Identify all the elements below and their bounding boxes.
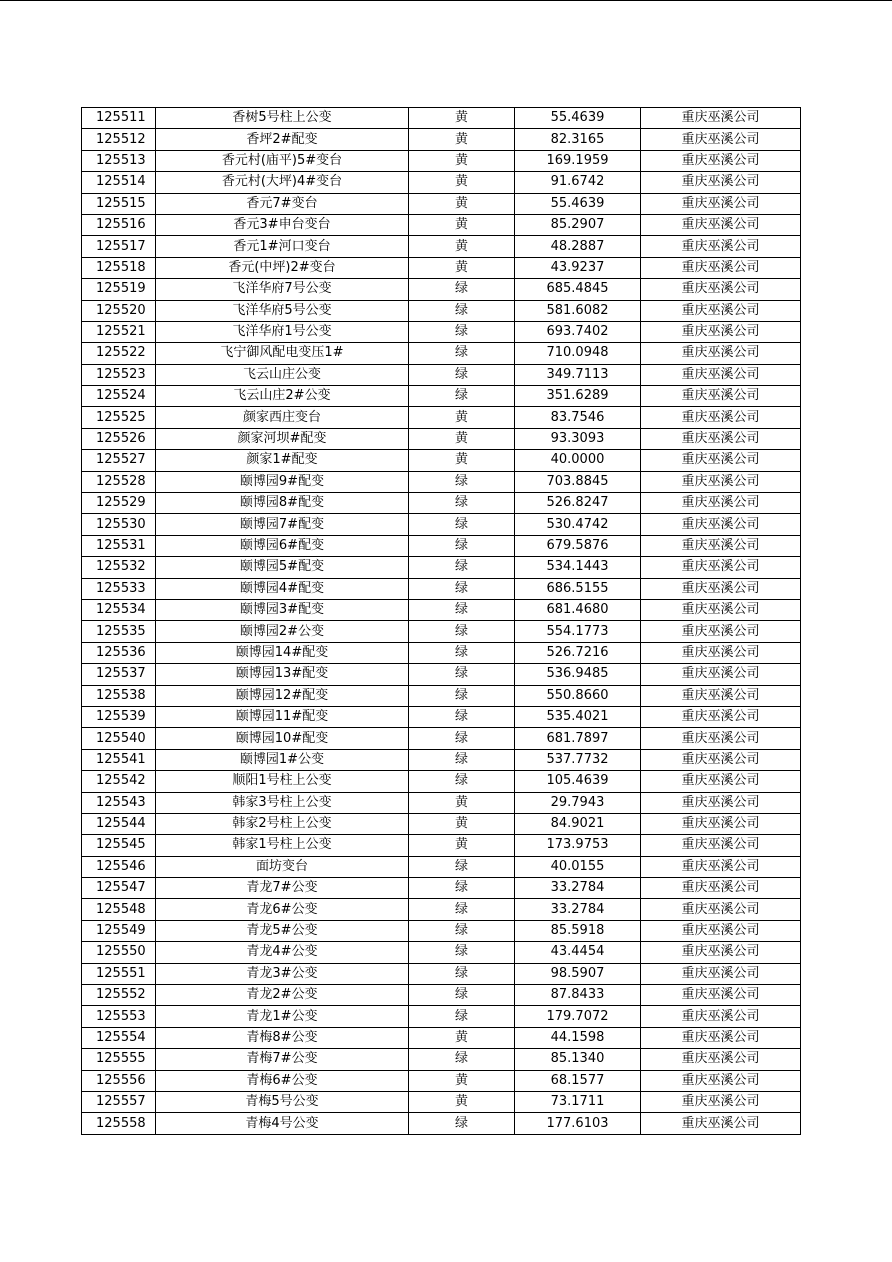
table-row <box>82 150 801 171</box>
cell-name: 青梅4号公变 <box>156 1113 409 1134</box>
table-row <box>82 343 801 364</box>
cell-id: 125544 <box>82 813 156 834</box>
cell-id: 125534 <box>82 599 156 620</box>
table-row <box>82 599 801 620</box>
cell-value: 526.8247 <box>515 493 641 514</box>
cell-level: 黄 <box>409 236 515 257</box>
cell-id: 125549 <box>82 920 156 941</box>
cell-value: 681.4680 <box>515 599 641 620</box>
cell-level: 绿 <box>409 664 515 685</box>
cell-level: 绿 <box>409 728 515 749</box>
cell-level: 绿 <box>409 599 515 620</box>
cell-name: 颐博园10#配变 <box>156 728 409 749</box>
table-row <box>82 685 801 706</box>
table-row <box>82 236 801 257</box>
cell-id: 125536 <box>82 642 156 663</box>
cell-company: 重庆巫溪公司 <box>641 771 801 792</box>
cell-value: 85.2907 <box>515 214 641 235</box>
cell-value: 703.8845 <box>515 471 641 492</box>
cell-level: 黄 <box>409 1070 515 1091</box>
cell-name: 飞洋华府1号公变 <box>156 321 409 342</box>
cell-name: 香元3#申台变台 <box>156 214 409 235</box>
table-row <box>82 792 801 813</box>
cell-value: 534.1443 <box>515 557 641 578</box>
table-row <box>82 557 801 578</box>
cell-company: 重庆巫溪公司 <box>641 642 801 663</box>
cell-id: 125541 <box>82 749 156 770</box>
table-row <box>82 172 801 193</box>
table-row <box>82 1070 801 1091</box>
table-row <box>82 664 801 685</box>
cell-company: 重庆巫溪公司 <box>641 557 801 578</box>
cell-name: 颐博园11#配变 <box>156 706 409 727</box>
cell-level: 黄 <box>409 407 515 428</box>
cell-id: 125532 <box>82 557 156 578</box>
cell-company: 重庆巫溪公司 <box>641 514 801 535</box>
cell-level: 绿 <box>409 621 515 642</box>
cell-company: 重庆巫溪公司 <box>641 1027 801 1048</box>
page-top-border <box>0 0 892 1</box>
table-row <box>82 878 801 899</box>
cell-id: 125552 <box>82 985 156 1006</box>
table-row <box>82 493 801 514</box>
cell-level: 绿 <box>409 535 515 556</box>
table-row <box>82 1113 801 1134</box>
cell-id: 125531 <box>82 535 156 556</box>
table-row <box>82 963 801 984</box>
cell-id: 125514 <box>82 172 156 193</box>
cell-company: 重庆巫溪公司 <box>641 386 801 407</box>
cell-name: 青梅6#公变 <box>156 1070 409 1091</box>
cell-value: 55.4639 <box>515 108 641 129</box>
table-row <box>82 856 801 877</box>
cell-id: 125554 <box>82 1027 156 1048</box>
table-row <box>82 428 801 449</box>
cell-id: 125528 <box>82 471 156 492</box>
cell-name: 飞云山庄2#公变 <box>156 386 409 407</box>
table-row <box>82 321 801 342</box>
cell-level: 绿 <box>409 899 515 920</box>
cell-id: 125556 <box>82 1070 156 1091</box>
cell-id: 125535 <box>82 621 156 642</box>
cell-id: 125520 <box>82 300 156 321</box>
cell-value: 693.7402 <box>515 321 641 342</box>
cell-value: 177.6103 <box>515 1113 641 1134</box>
table-row <box>82 364 801 385</box>
cell-value: 105.4639 <box>515 771 641 792</box>
cell-level: 绿 <box>409 1049 515 1070</box>
cell-company: 重庆巫溪公司 <box>641 214 801 235</box>
cell-company: 重庆巫溪公司 <box>641 450 801 471</box>
cell-company: 重庆巫溪公司 <box>641 599 801 620</box>
cell-name: 韩家3号柱上公变 <box>156 792 409 813</box>
cell-level: 绿 <box>409 493 515 514</box>
table-row <box>82 578 801 599</box>
cell-company: 重庆巫溪公司 <box>641 856 801 877</box>
cell-value: 537.7732 <box>515 749 641 770</box>
cell-value: 48.2887 <box>515 236 641 257</box>
data-table <box>81 107 801 1135</box>
cell-id: 125555 <box>82 1049 156 1070</box>
cell-id: 125524 <box>82 386 156 407</box>
table-row <box>82 985 801 1006</box>
cell-company: 重庆巫溪公司 <box>641 728 801 749</box>
cell-name: 颐博园12#配变 <box>156 685 409 706</box>
cell-level: 绿 <box>409 1113 515 1134</box>
cell-company: 重庆巫溪公司 <box>641 985 801 1006</box>
table-row <box>82 257 801 278</box>
cell-value: 98.5907 <box>515 963 641 984</box>
cell-company: 重庆巫溪公司 <box>641 428 801 449</box>
cell-company: 重庆巫溪公司 <box>641 1006 801 1027</box>
cell-level: 绿 <box>409 1006 515 1027</box>
cell-value: 82.3165 <box>515 129 641 150</box>
cell-company: 重庆巫溪公司 <box>641 578 801 599</box>
table-row <box>82 407 801 428</box>
cell-value: 87.8433 <box>515 985 641 1006</box>
cell-name: 颐博园9#配变 <box>156 471 409 492</box>
cell-name: 青龙4#公变 <box>156 942 409 963</box>
cell-name: 颐博园1#公变 <box>156 749 409 770</box>
cell-value: 351.6289 <box>515 386 641 407</box>
cell-value: 29.7943 <box>515 792 641 813</box>
cell-value: 40.0000 <box>515 450 641 471</box>
cell-company: 重庆巫溪公司 <box>641 172 801 193</box>
cell-level: 绿 <box>409 343 515 364</box>
cell-name: 青龙7#公变 <box>156 878 409 899</box>
cell-id: 125522 <box>82 343 156 364</box>
table-row <box>82 108 801 129</box>
cell-level: 绿 <box>409 364 515 385</box>
cell-value: 93.3093 <box>515 428 641 449</box>
cell-name: 颐博园7#配变 <box>156 514 409 535</box>
cell-value: 73.1711 <box>515 1091 641 1112</box>
cell-name: 韩家2号柱上公变 <box>156 813 409 834</box>
cell-level: 黄 <box>409 835 515 856</box>
table-row <box>82 300 801 321</box>
cell-name: 颜家河坝#配变 <box>156 428 409 449</box>
cell-name: 香元7#变台 <box>156 193 409 214</box>
cell-level: 黄 <box>409 129 515 150</box>
table-row <box>82 129 801 150</box>
cell-id: 125550 <box>82 942 156 963</box>
cell-value: 710.0948 <box>515 343 641 364</box>
cell-value: 33.2784 <box>515 899 641 920</box>
table-row <box>82 386 801 407</box>
cell-value: 535.4021 <box>515 706 641 727</box>
cell-company: 重庆巫溪公司 <box>641 343 801 364</box>
cell-company: 重庆巫溪公司 <box>641 835 801 856</box>
cell-level: 黄 <box>409 1027 515 1048</box>
cell-level: 绿 <box>409 514 515 535</box>
cell-company: 重庆巫溪公司 <box>641 792 801 813</box>
cell-id: 125513 <box>82 150 156 171</box>
cell-level: 绿 <box>409 749 515 770</box>
table-row <box>82 279 801 300</box>
cell-name: 青龙1#公变 <box>156 1006 409 1027</box>
cell-id: 125538 <box>82 685 156 706</box>
table-row <box>82 1091 801 1112</box>
table-row <box>82 813 801 834</box>
cell-company: 重庆巫溪公司 <box>641 813 801 834</box>
cell-name: 颐博园3#配变 <box>156 599 409 620</box>
cell-level: 绿 <box>409 963 515 984</box>
cell-value: 349.7113 <box>515 364 641 385</box>
cell-name: 颐博园8#配变 <box>156 493 409 514</box>
cell-name: 飞宁御风配电变压1# <box>156 343 409 364</box>
cell-name: 青梅8#公变 <box>156 1027 409 1048</box>
cell-id: 125545 <box>82 835 156 856</box>
cell-level: 黄 <box>409 428 515 449</box>
table-row <box>82 214 801 235</box>
cell-value: 84.9021 <box>515 813 641 834</box>
cell-name: 青梅7#公变 <box>156 1049 409 1070</box>
cell-level: 绿 <box>409 920 515 941</box>
cell-company: 重庆巫溪公司 <box>641 942 801 963</box>
cell-value: 173.9753 <box>515 835 641 856</box>
cell-id: 125511 <box>82 108 156 129</box>
table-row <box>82 835 801 856</box>
cell-name: 颐博园2#公变 <box>156 621 409 642</box>
cell-name: 顺阳1号柱上公变 <box>156 771 409 792</box>
cell-company: 重庆巫溪公司 <box>641 257 801 278</box>
cell-value: 91.6742 <box>515 172 641 193</box>
cell-id: 125515 <box>82 193 156 214</box>
cell-id: 125543 <box>82 792 156 813</box>
table-row <box>82 706 801 727</box>
cell-name: 青龙5#公变 <box>156 920 409 941</box>
table-row <box>82 728 801 749</box>
cell-level: 黄 <box>409 1091 515 1112</box>
table-row <box>82 899 801 920</box>
cell-value: 581.6082 <box>515 300 641 321</box>
cell-level: 黄 <box>409 813 515 834</box>
cell-id: 125557 <box>82 1091 156 1112</box>
cell-value: 685.4845 <box>515 279 641 300</box>
cell-name: 颜家1#配变 <box>156 450 409 471</box>
cell-id: 125516 <box>82 214 156 235</box>
cell-id: 125512 <box>82 129 156 150</box>
cell-id: 125517 <box>82 236 156 257</box>
cell-name: 飞洋华府7号公变 <box>156 279 409 300</box>
cell-name: 青龙6#公变 <box>156 899 409 920</box>
cell-name: 颐博园4#配变 <box>156 578 409 599</box>
cell-company: 重庆巫溪公司 <box>641 321 801 342</box>
cell-id: 125523 <box>82 364 156 385</box>
cell-company: 重庆巫溪公司 <box>641 621 801 642</box>
cell-id: 125527 <box>82 450 156 471</box>
cell-level: 绿 <box>409 685 515 706</box>
cell-value: 526.7216 <box>515 642 641 663</box>
cell-id: 125530 <box>82 514 156 535</box>
cell-id: 125558 <box>82 1113 156 1134</box>
cell-level: 绿 <box>409 878 515 899</box>
cell-level: 绿 <box>409 942 515 963</box>
cell-name: 青龙2#公变 <box>156 985 409 1006</box>
cell-value: 43.9237 <box>515 257 641 278</box>
cell-id: 125518 <box>82 257 156 278</box>
cell-value: 85.1340 <box>515 1049 641 1070</box>
cell-company: 重庆巫溪公司 <box>641 685 801 706</box>
cell-name: 颐博园14#配变 <box>156 642 409 663</box>
cell-value: 681.7897 <box>515 728 641 749</box>
cell-level: 绿 <box>409 642 515 663</box>
cell-company: 重庆巫溪公司 <box>641 471 801 492</box>
cell-name: 飞洋华府5号公变 <box>156 300 409 321</box>
cell-id: 125551 <box>82 963 156 984</box>
cell-id: 125533 <box>82 578 156 599</box>
table-row <box>82 1049 801 1070</box>
cell-value: 85.5918 <box>515 920 641 941</box>
cell-level: 绿 <box>409 578 515 599</box>
cell-company: 重庆巫溪公司 <box>641 493 801 514</box>
cell-level: 黄 <box>409 257 515 278</box>
cell-company: 重庆巫溪公司 <box>641 193 801 214</box>
cell-company: 重庆巫溪公司 <box>641 706 801 727</box>
cell-value: 536.9485 <box>515 664 641 685</box>
cell-value: 33.2784 <box>515 878 641 899</box>
table-body <box>82 108 801 1135</box>
cell-level: 黄 <box>409 450 515 471</box>
cell-company: 重庆巫溪公司 <box>641 364 801 385</box>
cell-id: 125537 <box>82 664 156 685</box>
table-row <box>82 920 801 941</box>
cell-id: 125542 <box>82 771 156 792</box>
cell-id: 125553 <box>82 1006 156 1027</box>
cell-id: 125540 <box>82 728 156 749</box>
cell-id: 125548 <box>82 899 156 920</box>
cell-value: 40.0155 <box>515 856 641 877</box>
cell-name: 香树5号柱上公变 <box>156 108 409 129</box>
cell-company: 重庆巫溪公司 <box>641 664 801 685</box>
cell-level: 绿 <box>409 279 515 300</box>
cell-level: 黄 <box>409 193 515 214</box>
cell-name: 颐博园13#配变 <box>156 664 409 685</box>
cell-value: 679.5876 <box>515 535 641 556</box>
table-row <box>82 749 801 770</box>
table-row <box>82 1006 801 1027</box>
cell-name: 青龙3#公变 <box>156 963 409 984</box>
cell-id: 125526 <box>82 428 156 449</box>
cell-id: 125546 <box>82 856 156 877</box>
cell-company: 重庆巫溪公司 <box>641 129 801 150</box>
cell-id: 125521 <box>82 321 156 342</box>
cell-id: 125519 <box>82 279 156 300</box>
cell-company: 重庆巫溪公司 <box>641 236 801 257</box>
cell-company: 重庆巫溪公司 <box>641 1091 801 1112</box>
cell-value: 686.5155 <box>515 578 641 599</box>
cell-id: 125529 <box>82 493 156 514</box>
cell-level: 绿 <box>409 471 515 492</box>
cell-value: 530.4742 <box>515 514 641 535</box>
cell-value: 554.1773 <box>515 621 641 642</box>
cell-value: 68.1577 <box>515 1070 641 1091</box>
cell-company: 重庆巫溪公司 <box>641 963 801 984</box>
table-row <box>82 193 801 214</box>
cell-company: 重庆巫溪公司 <box>641 749 801 770</box>
cell-value: 550.8660 <box>515 685 641 706</box>
cell-value: 55.4639 <box>515 193 641 214</box>
table-row <box>82 535 801 556</box>
cell-company: 重庆巫溪公司 <box>641 878 801 899</box>
cell-company: 重庆巫溪公司 <box>641 535 801 556</box>
cell-name: 面坊变台 <box>156 856 409 877</box>
cell-level: 绿 <box>409 557 515 578</box>
table-row <box>82 942 801 963</box>
cell-level: 绿 <box>409 985 515 1006</box>
cell-company: 重庆巫溪公司 <box>641 279 801 300</box>
cell-level: 黄 <box>409 108 515 129</box>
cell-level: 黄 <box>409 172 515 193</box>
cell-id: 125547 <box>82 878 156 899</box>
cell-level: 黄 <box>409 150 515 171</box>
cell-name: 颐博园6#配变 <box>156 535 409 556</box>
cell-value: 83.7546 <box>515 407 641 428</box>
cell-company: 重庆巫溪公司 <box>641 150 801 171</box>
cell-id: 125539 <box>82 706 156 727</box>
cell-name: 香元村(庙平)5#变台 <box>156 150 409 171</box>
cell-name: 韩家1号柱上公变 <box>156 835 409 856</box>
table-row <box>82 621 801 642</box>
cell-company: 重庆巫溪公司 <box>641 300 801 321</box>
cell-level: 黄 <box>409 214 515 235</box>
cell-id: 125525 <box>82 407 156 428</box>
cell-company: 重庆巫溪公司 <box>641 899 801 920</box>
table-row <box>82 450 801 471</box>
cell-name: 香元(中坪)2#变台 <box>156 257 409 278</box>
cell-level: 绿 <box>409 321 515 342</box>
cell-name: 香坪2#配变 <box>156 129 409 150</box>
cell-level: 绿 <box>409 706 515 727</box>
table-row <box>82 642 801 663</box>
cell-company: 重庆巫溪公司 <box>641 1049 801 1070</box>
table-row <box>82 1027 801 1048</box>
table-row <box>82 771 801 792</box>
cell-name: 飞云山庄公变 <box>156 364 409 385</box>
cell-name: 香元1#河口变台 <box>156 236 409 257</box>
cell-level: 绿 <box>409 300 515 321</box>
cell-level: 绿 <box>409 771 515 792</box>
cell-value: 169.1959 <box>515 150 641 171</box>
cell-name: 颜家西庄变台 <box>156 407 409 428</box>
cell-company: 重庆巫溪公司 <box>641 1070 801 1091</box>
table-row <box>82 471 801 492</box>
cell-name: 青梅5号公变 <box>156 1091 409 1112</box>
cell-value: 44.1598 <box>515 1027 641 1048</box>
cell-name: 香元村(大坪)4#变台 <box>156 172 409 193</box>
cell-name: 颐博园5#配变 <box>156 557 409 578</box>
cell-value: 43.4454 <box>515 942 641 963</box>
cell-level: 绿 <box>409 386 515 407</box>
cell-company: 重庆巫溪公司 <box>641 108 801 129</box>
cell-level: 黄 <box>409 792 515 813</box>
table-row <box>82 514 801 535</box>
cell-company: 重庆巫溪公司 <box>641 920 801 941</box>
cell-level: 绿 <box>409 856 515 877</box>
cell-company: 重庆巫溪公司 <box>641 407 801 428</box>
cell-company: 重庆巫溪公司 <box>641 1113 801 1134</box>
cell-value: 179.7072 <box>515 1006 641 1027</box>
